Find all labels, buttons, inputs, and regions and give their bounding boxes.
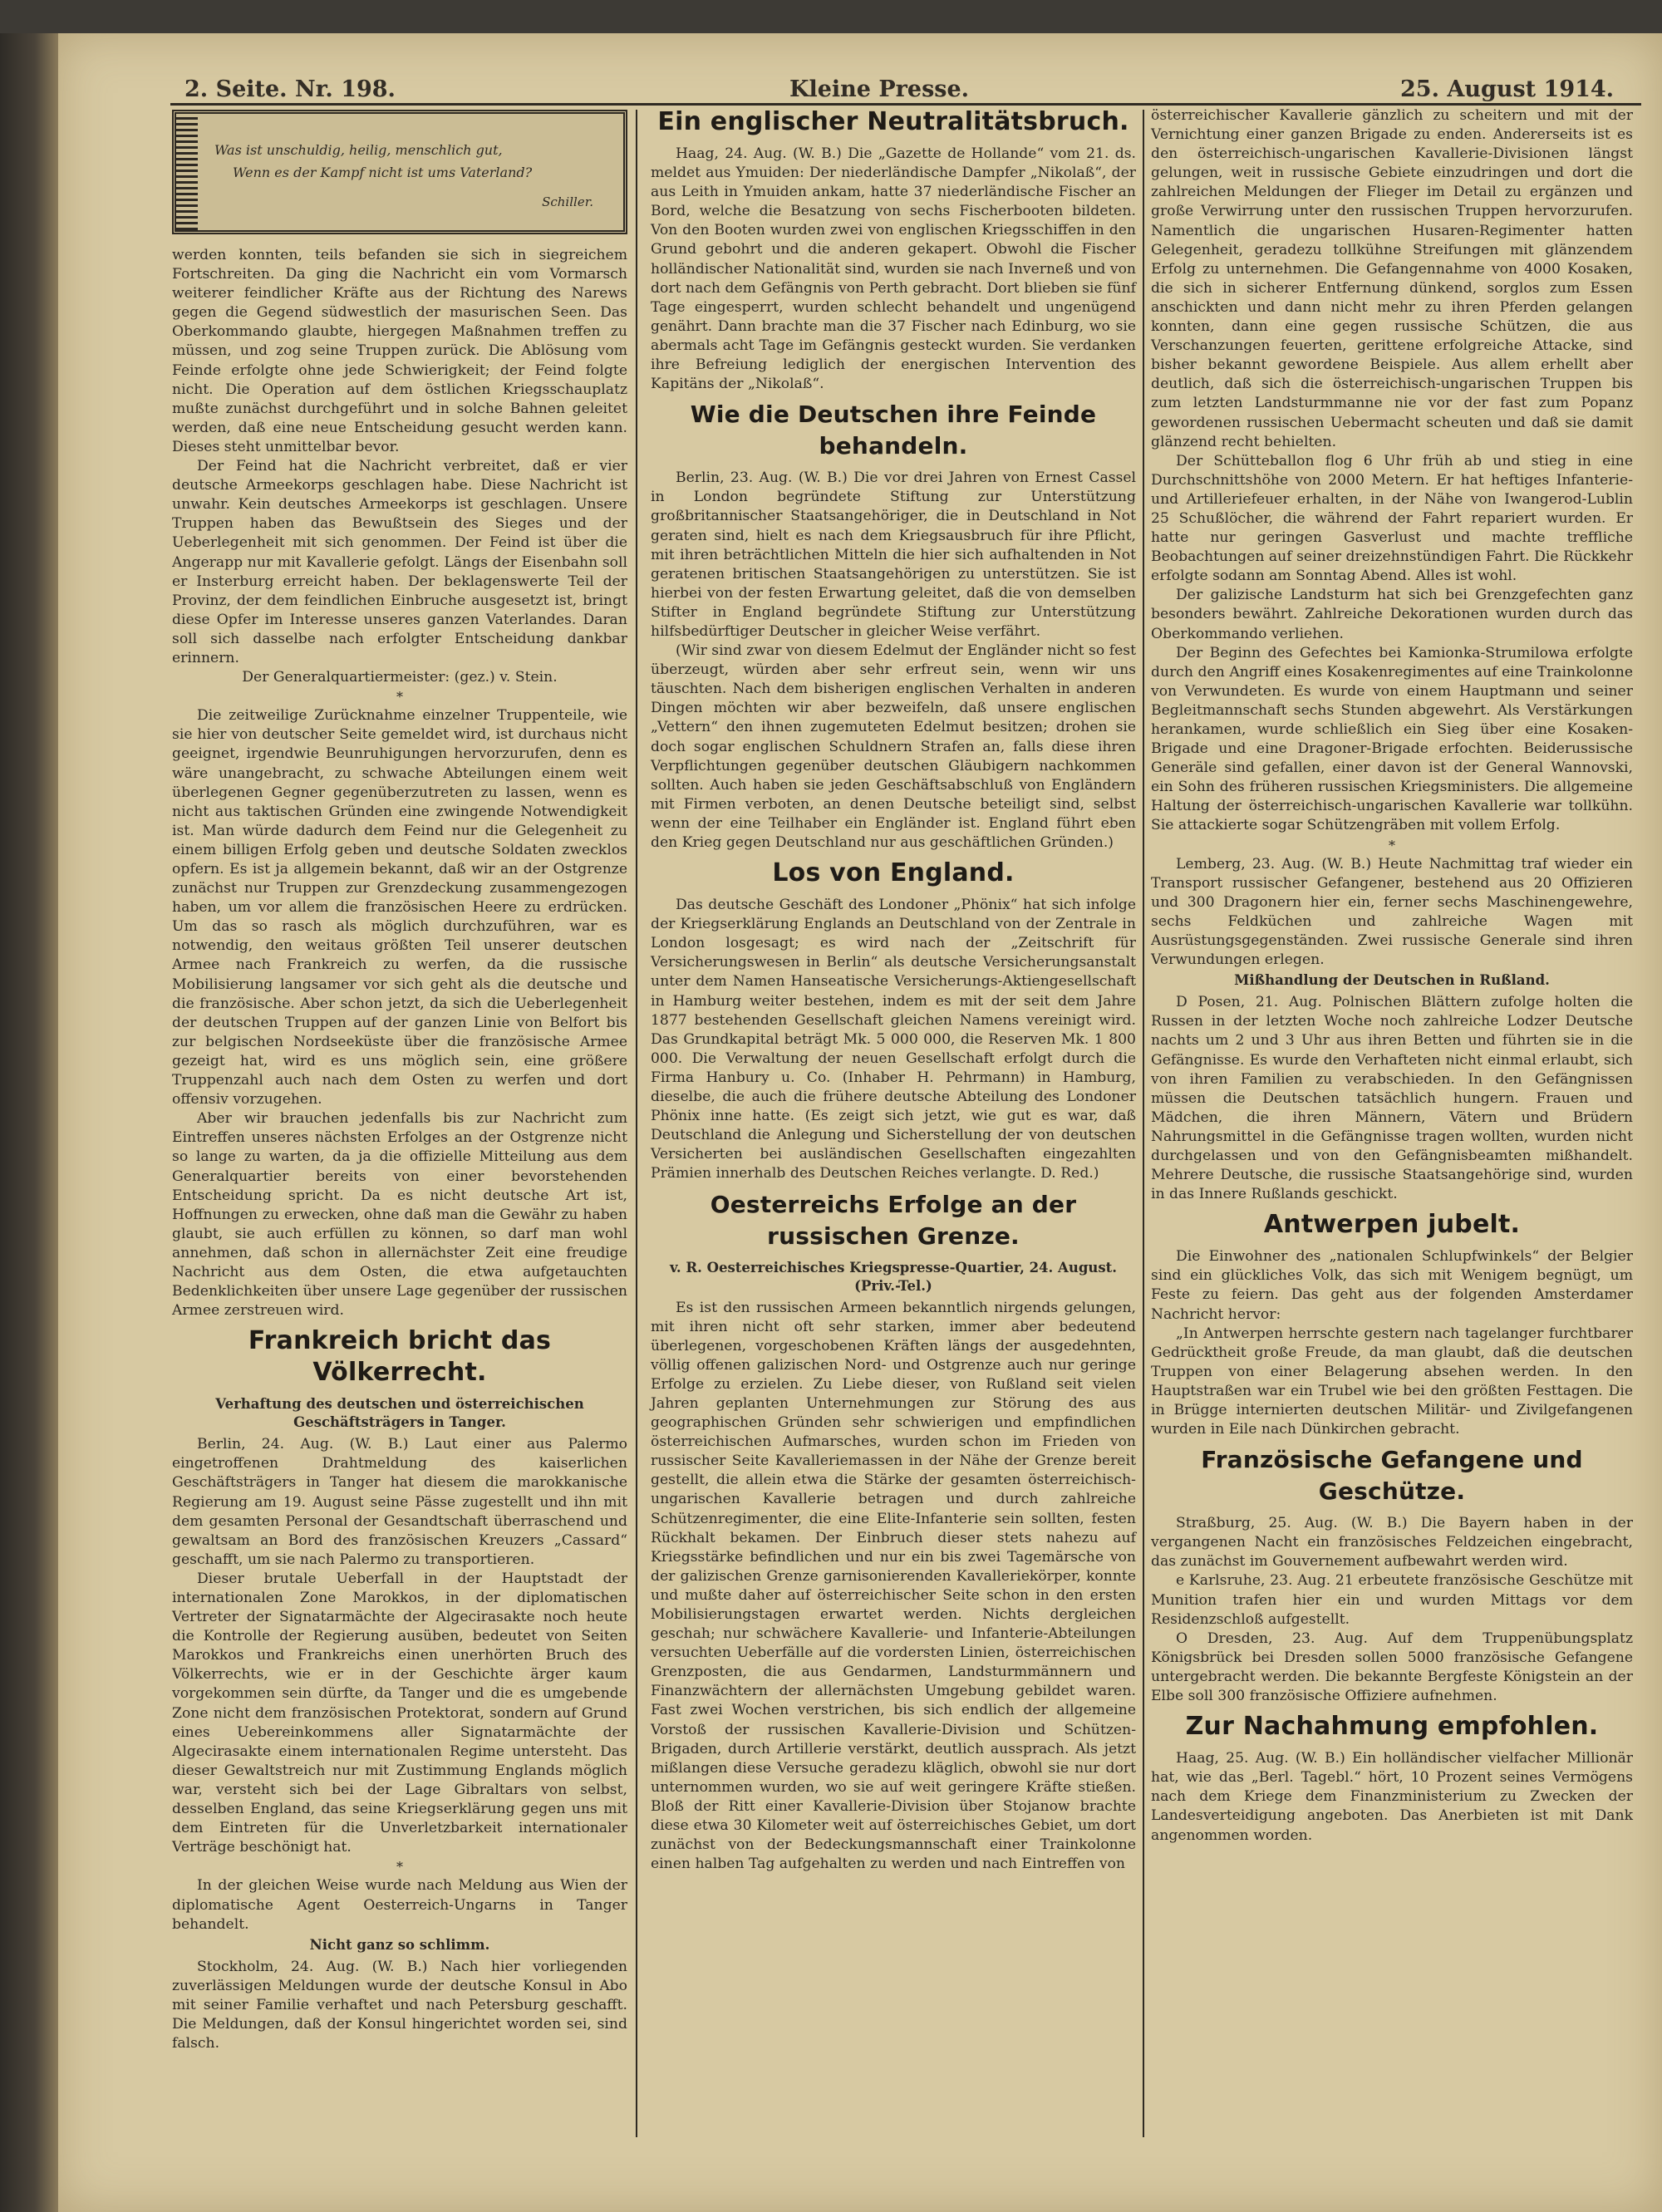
column-divider-2 (1143, 110, 1144, 2137)
article-paragraph: e Karlsruhe, 23. Aug. 21 erbeutete französische Geschütze mit Munition trafen hier ein und wurden Mittags vor dem Residenzschloß aufgestellt. (1151, 1572, 1633, 1628)
subheadline-misshandlung: Mißhandlung der Deutschen in Rußland. (1234, 972, 1550, 989)
separator-star: * (396, 689, 403, 705)
article-paragraph: Das deutsche Geschäft des Londoner „Phönix“ hat sich infolge der Kriegserklärung Englands an Deutschland von der Zentrale in London losgesagt; es wird nach der „Zeitschrift für Versicherungswesen in Berlin“ als deutsche Versicherungsanstalt unter dem Namen Hanseatische Versicherungs-Aktiengesellschaft in Hamburg weiter bestehen, indem es mit der seit dem Jahre 1877 bestehenden Gesellschaft gleichen Namens vereinigt wird. Das Grundkapital beträgt Mk. 5 000 000, die Reserven Mk. 1 800 000. Die Verwaltung der neuen Gesellschaft erfolgt durch die Firma Hanbury u. Co. (Inhaber H. Pehrmann) in Hamburg, dieselbe, die auch die frühere deutsche Abteilung des Londoner Phönix inne hatte. (Es zeigt sich jetzt, wie gut es war, daß Deutschland die Anlegung und Sicherstellung der von deutschen Versicherten bei ausländischen Gesellschaften eingezahlten Prämien innerhalb des Deutschen Reiches verlangte. D. Red.) (651, 897, 1136, 1182)
column-2 (651, 106, 1136, 1874)
dateline-kriegspresse: v. R. Oesterreichisches Kriegspresse-Quartier, 24. August. (Priv.-Tel.) (669, 1259, 1118, 1294)
article-paragraph: werden konnten, teils befanden sie sich in siegreichem Fortschreiten. Da ging die Nachricht ein vom Vormarsch weiterer feindlicher Kräfte aus der Richtung des Narews gegen die Gegend südwestlich der masurischen Seen. Das Oberkommando glaubte, hiergegen Maßnahmen treffen zu müssen, und zog seine Truppen zurück. Die Ablösung vom Feinde erfolgte ohne jede Schwierigkeit; der Feind folgte nicht. Die Operation auf dem östlichen Kriegsschauplatz mußte zunächst durchgeführt und in solche Bahnen geleitet werden, daß eine neue Entscheidung gesucht werden kann. Dieses steht unmittelbar bevor. (172, 247, 627, 455)
article-paragraph: Der Feind hat die Nachricht verbreitet, daß er vier deutsche Armeekorps geschlagen habe. Diese Nachricht ist unwahr. Kein deutsches Armeekorps ist geschlagen. Unsere Truppen haben das Bewußtsein des Sieges und der Ueberlegenheit mit sich genommen. Der Feind ist über die Angerapp nur mit Kavallerie gefolgt. Längs der Eisenbahn soll er Insterburg erreicht haben. Der beklagenswerte Teil der Provinz, der dem feindlichen Einbruche ausgesetzt ist, bringt diese Opfer im Interesse unseres ganzen Vaterlandes. Daran soll sich dasselbe nach erfolgter Entscheidung dankbar erinnern. (172, 458, 627, 666)
headline-oesterreichs-erfolge: Oesterreichs Erfolge an der russischen Grenze. (710, 1190, 1077, 1250)
article-paragraph: Haag, 25. Aug. (W. B.) Ein holländischer vielfacher Millionär hat, wie das „Berl. Tagebl.“ hört, 10 Prozent seines Vermögens nach dem Kriege dem Finanzministerium zu Zwecken der Landesverteidigung angeboten. Das Anerbieten ist mit Dank angenommen worden. (1151, 1750, 1633, 1844)
quote-text (214, 139, 600, 184)
article-paragraph: Der Beginn des Gefechtes bei Kamionka-Strumilowa erfolgte durch den Angriff eines Kosakenregimentes auf eine Trainkolonne von Verwundeten. Es wurde von einem Hauptmann und seiner Begleitmannschaft sechs Stunden abgewehrt. Als Verstärkungen herankamen, wurde schließlich ein Sieg über eine Kosaken-Brigade und eine Dragoner-Brigade erfochten. Beiderussische Generäle sind gefallen, einer davon ist der General Wannovski, ein Sohn des früheren russischen Kriegsministers. Die allgemeine Haltung der österreichisch-ungarischen Kavallerie war tollkühn. Sie attackierte sogar Schützengräben mit vollem Erfolg. (1151, 644, 1633, 834)
headline-neutralitaetsbruch: Ein englischer Neutralitätsbruch. (657, 107, 1129, 136)
quote-author: Schiller. (542, 194, 593, 209)
headline-los-von-england: Los von England. (772, 858, 1015, 888)
quote-line-2: Wenn es der Kampf nicht ist ums Vaterland? (233, 165, 533, 180)
headline-nachahmung: Zur Nachahmung empfohlen. (1185, 1712, 1599, 1742)
article-paragraph: Lemberg, 23. Aug. (W. B.) Heute Nachmittag traf wieder ein Transport russischer Gefangener, bestehend aus 20 Offizieren und 300 Dragonern hier ein, ferner sechs Maschinengewehre, sechs Feldküchen und zahlreiche Wagen mit Ausrüstungsgegenständen. Zwei russische Generale sind ihren Verwundungen erlegen. (1151, 855, 1633, 969)
article-paragraph: Der galizische Landsturm hat sich bei Grenzgefechten ganz besonders bewährt. Zahlreiche Dekorationen wurden durch das Oberkommando verliehen. (1151, 587, 1633, 642)
article-paragraph: Es ist den russischen Armeen bekanntlich nirgends gelungen, mit ihren nicht oft sehr starken, immer aber bedeutend überlegenen, vorgeschobenen Kräften längs der ausgedehnten, völlig offenen galizischen Nord- und Ostgrenze auch nur geringe Erfolge zu erzielen. Zu Liebe dieser, von Rußland seit vielen Jahren geplanten Unternehmungen zur Störung des aus geographischen Gründen sehr schwierigen und empfindlichen österreichischen Aufmarsches, wurden schon im Frieden von russischer Seite Kavalleriemassen in der Nähe der Grenze bereit gestellt, die allein etwa die Stärke der gesamten österreichisch-ungarischen Kavallerie betragen und durch zahlreiche Schützenregimenter, die eine Elite-Infanterie sein sollten, festen Rückhalt bekamen. Der Einbruch dieser stets nahezu auf Kriegsstärke befindlichen und nur ein bis zwei Tagemärsche von der galizischen Grenze garnisonierenden Kavalleriekörper, konnte und mußte daher auf österreichischer Seite schon in den ersten Mobilisierungstagen erwartet werden. Nichts dergleichen geschah; nur schwächere Kavallerie- und Infanterie-Abteilungen versuchten Ueberfälle auf die vordersten Linien, österreichischen Grenzposten, die aus Gendarmen, Landsturmmännern und Finanzwächtern der allernächsten Umgebung gebildet waren. Fast zwei Wochen verstrichen, bis sich endlich der allgemeine Vorstoß der russischen Kavallerie-Division und Schützen-Brigaden, durch Artillerie verstärkt, deutlich aussprach. Als jetzt mißlangen diese Versuche geradezu kläglich, obwohl sie nur dort unternommen wurden, wo sie auf weit geringere Kräfte stießen. Bloß der Ritt einer Kavallerie-Division über Stojanow brachte diese etwa 30 Kilometer weit auf österreichisches Gebiet, um dort zunächst von der Bedeckungsmannschaft einer Trainkolonne einen halben Tag aufgehalten zu werden und nach Eintreffen von (651, 1299, 1136, 1873)
column-1 (172, 106, 627, 2053)
article-paragraph: österreichischer Kavallerie gänzlich zu scheitern und mit der Vernichtung einer ganzen Brigade zu enden. Andererseits ist es den österreichisch-ungarischen Kavallerie-Divisionen längst gelungen, weit in russische Gebiete einzudringen und dort die zahlreichen Meldungen der Flieger im Detail zu ergänzen und große Verwirrung unter den russischen Truppen hervorzurufen. Namentlich die ungarischen Husaren-Regimenter hatten Gelegenheit, geradezu tollkühne Streifungen mit glänzendem Erfolg zu unternehmen. Die Gefangennahme von 4000 Kosaken, die sich in sicherer Entfernung dünkend, sorglos zum Essen anschickten und dann nicht mehr zu ihren Pferden gelangen konnten, dann eine gegen russische Schützen, die aus Verschanzungen feuerten, gerittene erfolgreiche Attacke, sind bisher bekannt gewordene Beispiele. Aus allem erhellt aber deutlich, daß sich die österreichisch-ungarischen Truppen bis zum letzten Landsturmmanne nie vor der fast zum Popanz gewordenen russischen Uebermacht scheuten und daß sie damit glänzend recht behielten. (1151, 107, 1633, 450)
article-paragraph: „In Antwerpen herrschte gestern nach tagelanger furchtbarer Gedrücktheit große Freude, da man glaubt, daß die deutschen Truppen von einer Belagerung absehen werden. In den Hauptstraßen war ein Trubel wie bei den größten Festtagen. Die in Brügge internierten deutschen Militär- und Zivilgefangenen wurden in Eile nach Dünkirchen gebracht. (1151, 1325, 1633, 1438)
article-paragraph: Berlin, 24. Aug. (W. B.) Laut einer aus Palermo eingetroffenen Drahtmeldung des kaiserlichen Geschäftsträgers in Tanger hat diesem die marokkanische Regierung am 19. August seine Pässe zugestellt und ihn mit dem gesamten Personal der Gesandtschaft überraschend und gewaltsam an Bord des französischen Kreuzers „Cassard“ geschafft, um sie nach Palermo zu transportieren. (172, 1436, 627, 1568)
article-paragraph: Haag, 24. Aug. (W. B.) Die „Gazette de Hollande“ vom 21. ds. meldet aus Ymuiden: Der niederländische Dampfer „Nikolaß“, der aus Leith in Ymuiden ankam, hatte 37 niederländische Fischer an Bord, welche die Besatzung von sechs Fischerbooten bildeten. Von den Booten wurden zwei von englischen Kriegsschiffen in den Grund gebohrt und die anderen gekapert. Obwohl die Fischer holländischer Nationalität sind, wurden sie nach Inverneß und von dort nach dem Gefängnis von Perth gebracht. Dort blieben sie fünf Tage eingesperrt, wurden schlecht behandelt und ungenügend genährt. Dann brachte man die 37 Fischer nach Edinburg, wo sie abermals acht Tage im Gefängnis gesteckt wurden. Sie verdanken ihre Befreiung lediglich der energischen Intervention des Kapitäns der „Nikolaß“. (651, 145, 1136, 393)
article-paragraph: Dieser brutale Ueberfall in der Hauptstadt der internationalen Zone Marokkos, in der diplomatischen Vertreter der Signatarmächte der Algecirasakte noch heute die Kontrolle der Regierung ausüben, bedeutet von Seiten Marokkos und Frankreichs einen unerhörten Bruch des Völkerrechts, wie er in der Geschichte ärger kaum vorgekommen sein dürfte, da Tanger und die es umgebende Zone nicht dem französischen Protektorat, sondern auf Grund eines Uebereinkommens aller Signatarmächte der Algecirasakte einem internationalen Regime untersteht. Das dieser Gewaltstreich nur mit Zustimmung Englands möglich war, versteht sich bei der Lage Gibraltars von selbst, desselben England, das seine Kriegserklärung gegen uns mit dem Eintreten für die Unverletzbarkeit internationaler Verträge beschönigt hat. (172, 1570, 627, 1856)
article-paragraph: Berlin, 23. Aug. (W. B.) Die vor drei Jahren von Ernest Cassel in London begründete Stiftung zur Unterstützung großbritannischer Staatsangehöriger, die in Deutschland in Not geraten sind, hielt es nach dem Kriegsausbruch für ihre Pflicht, mit ihren beträchtlichen Mitteln die hier sich aufhaltenden in Not geratenen britischen Staatsangehörigen zu unterstützen. Sie ist hierbei von der festen Erwartung geleitet, daß die von demselben Stifter in England begründete Stiftung zur Unterstützung hilfsbedürftiger Deutscher in gleicher Weise verfährt. (651, 469, 1136, 640)
headline-gefangene-geschuetze: Französische Gefangene und Geschütze. (1201, 1446, 1583, 1506)
header-page-number: 2. Seite. Nr. 198. (184, 76, 396, 102)
binding-edge (0, 33, 58, 2212)
column-divider-1 (636, 110, 637, 2137)
article-paragraph: (Wir sind zwar von diesem Edelmut der Engländer nicht so fest überzeugt, würden aber sehr erfreut sein, wenn wir uns täuschten. Nach dem bisherigen englischen Verhalten in anderen Dingen möchten wir aber bezweifeln, daß unsere englischen „Vettern“ den ihnen zugemuteten Edelmut besitzen; drohen sie doch sogar englischen Schuldnern Strafen an, falls diese ihren Verpflichtungen gegenüber deutschen Gläubigern nachkommen sollten. Auch haben sie jeden Geschäftsabschluß von Engländern mit Firmen verboten, an denen Deutsche beteiligt sind, selbst wenn der eine Teilhaber ein Engländer ist. England führt eben den Krieg gegen Deutschland nur aus geschäftlichen Gründen.) (651, 642, 1136, 851)
header-rule (170, 103, 1641, 106)
article-paragraph: Straßburg, 25. Aug. (W. B.) Die Bayern haben in der vergangenen Nacht ein französisches Feldzeichen eingebracht, das zunächst im Gouvernement aufbewahrt werden wird. (1151, 1515, 1633, 1571)
headline-frankreich: Frankreich bricht das Völkerrecht. (248, 1326, 552, 1388)
article-paragraph: Die zeitweilige Zurücknahme einzelner Truppenteile, wie sie hier von deutscher Seite gemeldet wird, ist durchaus nicht geeignet, irgendwie Beunruhigungen hervorzurufen, denn es wäre unangebracht, zu schwache Abteilungen einem weit überlegenen Gegner gegenüberzutreten zu lassen, wenn es nicht aus taktischen Gründen eine zwingende Notwendigkeit ist. Man würde dadurch dem Feind nur die Gelegenheit zu einem billigen Erfolg geben und deutsche Soldaten zwecklos opfern. Es ist ja allgemein bekannt, daß wir an der Ostgrenze zunächst nur Truppen zur Grenzdeckung zusammengezogen haben, um vor allem die französischen Heere zu erdrücken. Um das so rasch als möglich durchzuführen, war es notwendig, den weitaus größten Teil unserer deutschen Armee nach Frankreich zu werfen, da die russische Mobilisierung langsamer vor sich geht als die deutsche und die französische. Aber schon jetzt, da sich die Ueberlegenheit der deutschen Truppen auf der ganzen Linie von Belfort bis zur belgischen Nordseeküste über die französische Armee gezeigt hat, wird es uns möglich sein, eine größere Truppenzahl auch nach dem Osten zu werfen und dort offensiv vorzugehen. (172, 707, 627, 1108)
separator-star: * (396, 1859, 403, 1875)
article-paragraph: Der Schütteballon flog 6 Uhr früh ab und stieg in eine Durchschnittshöhe von 2000 Metern. Er hat heftiges Infanterie- und Artilleriefeuer erhalten, in der Nähe von Iwangerod-Lublin 25 Schußlöcher, die während der Fahrt repariert wurden. Er hatte nur geringen Gasverlust und machte treffliche Beobachtungen auf seiner dreizehnstündigen Fahrt. Die Rückkehr erfolgte sodann am Sonntag Abend. Alles ist wohl. (1151, 452, 1633, 585)
article-paragraph: Stockholm, 24. Aug. (W. B.) Nach hier vorliegenden zuverlässigen Meldungen wurde der deutsche Konsul in Abo mit seiner Familie verhaftet und nach Petersburg geschafft. Die Meldungen, daß der Konsul hingerichtet worden sei, sind falsch. (172, 1958, 627, 2052)
subheadline-verhaftung: Verhaftung des deutschen und österreichischen Geschäftsträgers in Tanger. (215, 1396, 584, 1431)
headline-feinde-behandeln: Wie die Deutschen ihre Feinde behandeln. (690, 401, 1097, 460)
quote-ornament (176, 114, 198, 230)
separator-star: * (1389, 837, 1395, 853)
quote-line-1: Was ist unschuldig, heilig, menschlich gut, (214, 142, 503, 158)
subheadline-nicht-ganz: Nicht ganz so schlimm. (309, 1936, 490, 1953)
header-date: 25. August 1914. (1400, 76, 1615, 102)
signature: Der Generalquartiermeister: (gez.) v. Stein. (242, 669, 558, 686)
article-paragraph: O Dresden, 23. Aug. Auf dem Truppenübungsplatz Königsbrück bei Dresden sollen 5000 französische Gefangene untergebracht werden. Die bekannte Bergfeste Königstein an der Elbe soll 300 französische Offiziere aufnehmen. (1151, 1630, 1633, 1705)
article-paragraph: In der gleichen Weise wurde nach Meldung aus Wien der diplomatische Agent Oesterreich-Ungarns in Tanger behandelt. (172, 1877, 627, 1933)
article-paragraph: D Posen, 21. Aug. Polnischen Blättern zufolge holten die Russen in der letzten Woche noch zahlreiche Lodzer Deutsche nachts um 2 und 3 Uhr aus ihren Betten und führten sie in die Gefängnisse. Es wurde den Verhafteten nicht einmal erlaubt, sich von ihren Familien zu verabschieden. In den Gefängnissen müssen die Deutschen tatsächlich hungern. Frauen und Mädchen, die ihren Männern, Vätern und Brüdern Nahrungsmittel in die Gefängnisse tragen wollten, wurden nicht durchgelassen und von den Gefängnisbeamten mißhandelt. Mehrere Deutsche, die russische Staatsangehörige sind, wurden in das Innere Rußlands geschickt. (1151, 994, 1633, 1203)
article-paragraph: Aber wir brauchen jedenfalls bis zur Nachricht zum Eintreffen unseres nächsten Erfolges an der Ostgrenze nicht so lange zu warten, da ja die offizielle Mitteilung aus dem Generalquartier bereits von einer bevorstehenden Entscheidung spricht. Da es nicht deutsche Art ist, Hoffnungen zu erwecken, ohne daß man die Gewähr zu haben glaubt, sie auch erfüllen zu können, so darf man wohl annehmen, daß schon in allernächster Zeit eine freudige Nachricht aus dem Osten, die etwa aufgetauchten Bedenklichkeiten über unsere Lage gegenüber der russischen Armee zerstreuen wird. (172, 1110, 627, 1320)
article-paragraph: Die Einwohner des „nationalen Schlupfwinkels“ der Belgier sind ein glückliches Volk, das sich mit Wenigem begnügt, um Feste zu feiern. Das geht aus der folgenden Amsterdamer Nachricht hervor: (1151, 1248, 1633, 1323)
page-header (125, 76, 1615, 102)
header-masthead: Kleine Presse. (789, 76, 970, 102)
column-3 (1151, 106, 1633, 1846)
schiller-quote-box (172, 110, 627, 234)
headline-antwerpen: Antwerpen jubelt. (1263, 1210, 1521, 1240)
